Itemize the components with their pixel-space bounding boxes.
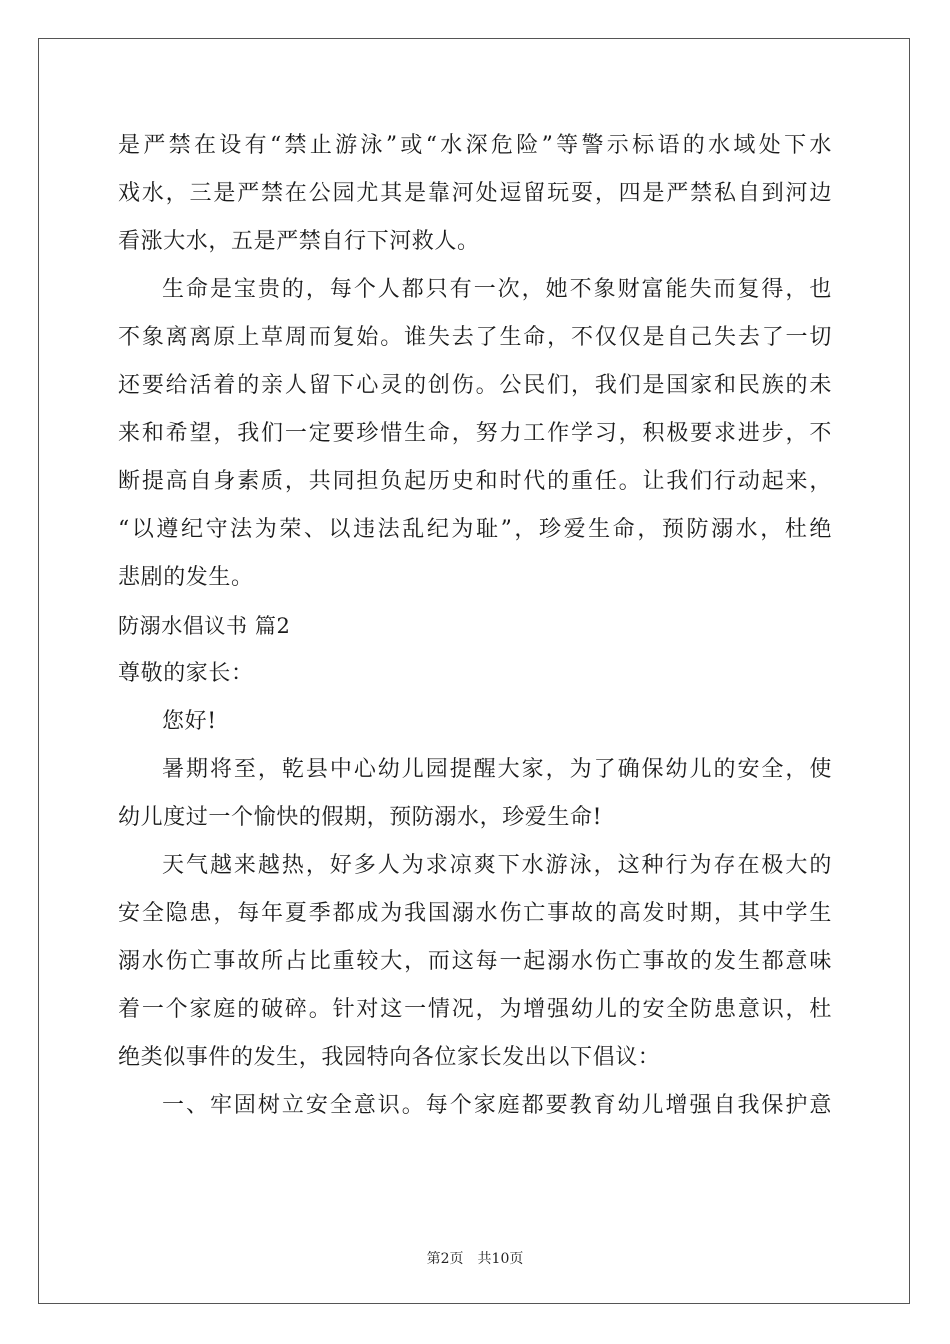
- text-line: 悲剧的发生。: [118, 565, 254, 590]
- text-line: 溺水伤亡事故所占比重较大，而这每一起溺水伤亡事故的发生都意味: [118, 949, 832, 974]
- text-line: 看涨大水，五是严禁自行下河救人。: [118, 229, 480, 254]
- paragraph-start-line: 生命是宝贵的，每个人都只有一次，她不象财富能失而复得，也: [162, 277, 832, 302]
- text-line: 着一个家庭的破碎。针对这一情况，为增强幼儿的安全防患意识，杜: [118, 997, 832, 1022]
- text-line: 不象离离原上草周而复始。谁失去了生命，不仅仅是自己失去了一切: [118, 325, 832, 350]
- greeting: 您好!: [162, 709, 217, 734]
- page-footer: [0, 1248, 950, 1268]
- page-number: 第2页: [426, 1251, 464, 1267]
- text-line: “以遵纪守法为荣、以违法乱纪为耻”，珍爱生命，预防溺水，杜绝: [118, 517, 832, 542]
- text-line: 来和希望，我们一定要珍惜生命，努力工作学习，积极要求进步，不: [118, 421, 832, 446]
- text-line: 安全隐患，每年夏季都成为我国溺水伤亡事故的高发时期，其中学生: [118, 901, 832, 926]
- paragraph-start-line: 天气越来越热，好多人为求凉爽下水游泳，这种行为存在极大的: [162, 853, 832, 878]
- text-line: 绝类似事件的发生，我园特向各位家长发出以下倡议：: [118, 1045, 661, 1070]
- document-body: [118, 122, 832, 1130]
- text-line: 是严禁在设有“禁止游泳”或“水深危险”等警示标语的水域处下水: [118, 133, 832, 158]
- text-line: 幼儿度过一个愉快的假期，预防溺水，珍爱生命!: [118, 805, 603, 830]
- text-line: 戏水，三是严禁在公园尤其是靠河处逗留玩耍，四是严禁私自到河边: [118, 181, 832, 206]
- paragraph-start-line: 暑期将至，乾县中心幼儿园提醒大家，为了确保幼儿的安全，使: [162, 757, 832, 782]
- page-total: 共10页: [477, 1251, 524, 1267]
- salutation: 尊敬的家长：: [118, 661, 254, 686]
- paragraph-start-line: 一、牢固树立安全意识。每个家庭都要教育幼儿增强自我保护意: [162, 1093, 832, 1118]
- text-line: 还要给活着的亲人留下心灵的创伤。公民们，我们是国家和民族的未: [118, 373, 832, 398]
- section-heading: 防溺水倡议书 篇2: [118, 614, 291, 638]
- text-line: 断提高自身素质，共同担负起历史和时代的重任。让我们行动起来，: [118, 469, 832, 494]
